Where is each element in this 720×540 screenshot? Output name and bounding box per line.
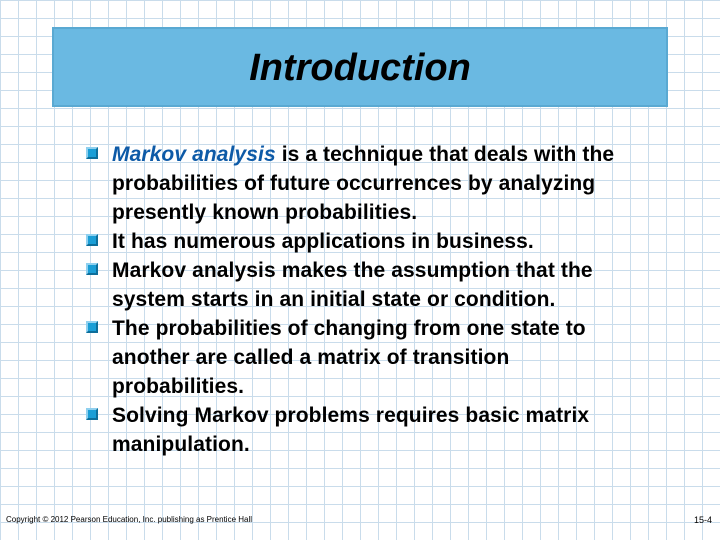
square-bullet-icon: [86, 147, 98, 159]
bullet-list: [86, 140, 646, 459]
bullet-item: [86, 314, 646, 401]
bullet-text: The probabilities of changing from one state to another are called a matrix of transition probabilities.: [112, 317, 586, 398]
bullet-item: [86, 140, 646, 227]
square-bullet-icon: [86, 263, 98, 275]
bullet-text: Markov analysis makes the assumption that the system starts in an initial state or condition.: [112, 259, 593, 311]
slide-title: Introduction: [249, 47, 471, 89]
square-bullet-icon: [86, 408, 98, 420]
bullet-text: is a technique that deals with the probabilities of future occurrences by analyzing presently known probabilities.: [112, 143, 615, 224]
bullet-term: Markov analysis: [112, 143, 276, 166]
bullet-text: It has numerous applications in business.: [112, 230, 534, 253]
bullet-item: [86, 256, 646, 314]
copyright-footer: Copyright © 2012 Pearson Education, Inc. publishing as Prentice Hall: [6, 515, 253, 524]
slide-number: 15-4: [693, 515, 712, 525]
bullet-item: [86, 401, 646, 459]
bullet-text: Solving Markov problems requires basic matrix manipulation.: [112, 404, 590, 456]
square-bullet-icon: [86, 234, 98, 246]
square-bullet-icon: [86, 321, 98, 333]
title-band: [52, 27, 668, 107]
bullet-item: [86, 227, 646, 256]
